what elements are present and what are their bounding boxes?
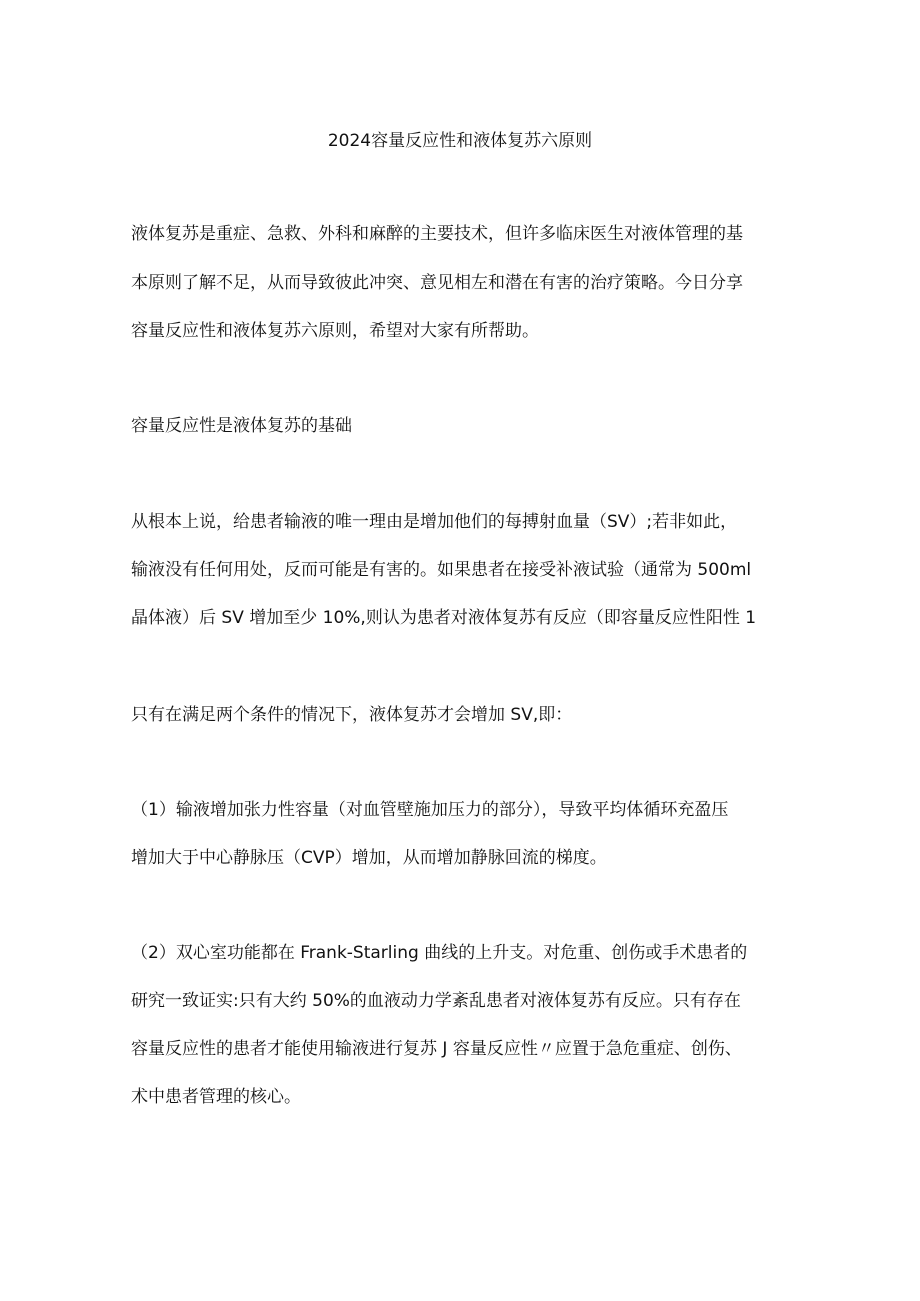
para3-line-1: （1）输液增加张力性容量（对血管壁施加压力的部分），导致平均体循环充盈压 [131, 800, 729, 820]
para3-line-2: 增加大于中心静脉压（CVP）增加，从而增加静脉回流的梯度。 [131, 848, 607, 868]
section-heading: 容量反应性是液体复苏的基础 [131, 416, 352, 436]
para4-line-4: 术中患者管理的核心。 [131, 1087, 301, 1107]
document-title: 2024容量反应性和液体复苏六原则 [327, 131, 593, 151]
intro-line-3: 容量反应性和液体复苏六原则，希望对大家有所帮助。 [131, 321, 539, 341]
para4-line-3: 容量反应性的患者才能使用输液进行复苏 J 容量反应性〃应置于急危重症、创伤、 [131, 1039, 742, 1059]
para2-line-1: 只有在满足两个条件的情况下，液体复苏才会增加 SV,即： [131, 705, 573, 725]
para1-line-2: 输液没有任何用处，反而可能是有害的。如果患者在接受补液试验（通常为 500ml [131, 560, 752, 580]
para4-line-2: 研究一致证实:只有大约 50%的血液动力学紊乱患者对液体复苏有反应。只有存在 [131, 991, 741, 1011]
para1-line-3: 晶体液）后 SV 增加至少 10%,则认为患者对液体复苏有反应（即容量反应性阳性 1 [131, 608, 757, 628]
intro-line-2: 本原则了解不足，从而导致彼此冲突、意见相左和潜在有害的治疗策略。今日分享 [131, 273, 743, 293]
para1-line-1: 从根本上说，给患者输液的唯一理由是增加他们的每搏射血量（SV）;若非如此， [131, 512, 738, 532]
para4-line-1: （2）双心室功能都在 Frank-Starling 曲线的上升支。对危重、创伤或手术患者的 [131, 943, 748, 963]
intro-line-1: 液体复苏是重症、急救、外科和麻醉的主要技术，但许多临床医生对液体管理的基 [131, 224, 743, 244]
